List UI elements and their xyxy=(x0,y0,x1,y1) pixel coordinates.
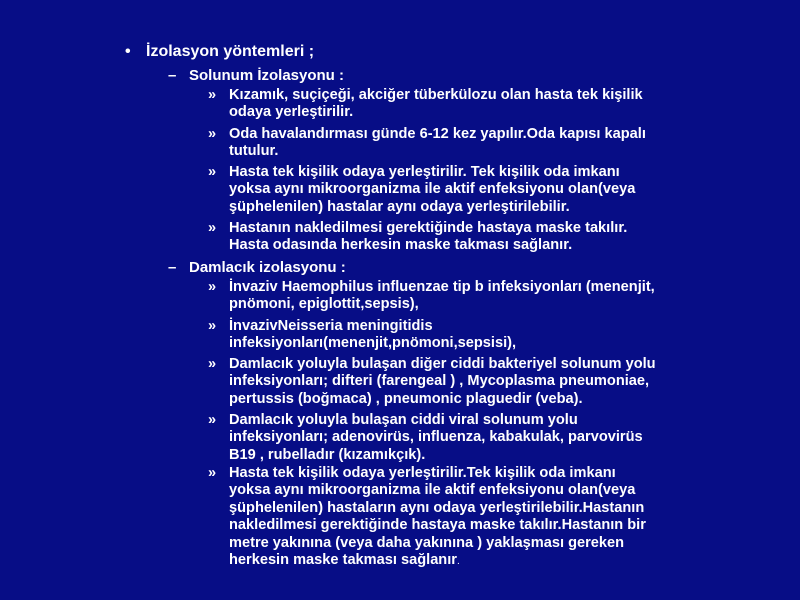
chevron-bullet-icon: » xyxy=(208,279,217,295)
trailing-period: . xyxy=(456,556,460,568)
slide-heading: İzolasyon yöntemleri ; xyxy=(146,43,315,60)
section-title: Damlacık izolasyonu : xyxy=(189,259,346,276)
chevron-bullet-icon: » xyxy=(208,356,217,372)
chevron-bullet-icon: » xyxy=(208,164,217,180)
list-item-text: Hasta tek kişilik odaya yerleştirilir. Tek kişilik oda imkanı yoksa aynı mikroorganizma ile aktif enfeksiyonu olan(veya şüphelenilen) hastalar aynı odaya yerleştirilebilir. xyxy=(229,164,636,215)
chevron-bullet-icon: » xyxy=(208,126,217,142)
list-item-text: Damlacık yoluyla bulaşan ciddi viral solunum yolu infeksiyonları; adenovirüs, influenza, kabakulak, parvovirüs B19 , rubelladır (kızamıkçık). xyxy=(229,412,643,463)
dash-bullet-icon: – xyxy=(168,67,177,84)
chevron-bullet-icon: » xyxy=(208,87,217,103)
list-item-text: İnvazivNeisseria meningitidis infeksiyonları(menenjit,pnömoni,sepsisi), xyxy=(229,318,517,352)
chevron-bullet-icon: » xyxy=(208,220,217,236)
list-item-text-body: Hasta tek kişilik odaya yerleştirilir.Tek kişilik oda imkanı yoksa aynı mikroorganizma ile aktif enfeksiyonu olan(veya şüphelenilen) hastaların aynı odaya yerleştirilebilir.Hastanın nakledilmesi gerektiğinde hastaya maske takılır.Hastanın bir metre yakınına (veya daha yakınına ) yaklaşması gereken herkesin maske takması sağlanır xyxy=(229,465,646,569)
list-item-text: Oda havalandırması günde 6-12 kez yapılır.Oda kapısı kapalı tutulur. xyxy=(229,126,646,160)
list-item-text: Damlacık yoluyla bulaşan diğer ciddi bakteriyel solunum yolu infeksiyonları; difteri (farengeal ) , Mycoplasma pneumoniae, pertussis (boğmaca) , pneumonic plaguedir (veba). xyxy=(229,356,656,407)
dash-bullet-icon: – xyxy=(168,259,177,276)
section-title: Solunum İzolasyonu : xyxy=(189,67,345,84)
chevron-bullet-icon: » xyxy=(208,465,217,481)
chevron-bullet-icon: » xyxy=(208,318,217,334)
bullet-dot-icon: • xyxy=(125,43,131,60)
list-item-text: Kızamık, suçiçeği, akciğer tüberkülozu olan hasta tek kişilik odaya yerleştirilir. xyxy=(229,87,643,121)
list-item-text xyxy=(229,465,774,570)
chevron-bullet-icon: » xyxy=(208,412,217,428)
list-item-text: İnvaziv Haemophilus influenzae tip b infeksiyonları (menenjit, pnömoni, epiglottit,sepsis), xyxy=(229,279,655,313)
list-item-text: Hastanın nakledilmesi gerektiğinde hastaya maske takılır. Hasta odasında herkesin maske takması sağlanır. xyxy=(229,220,628,254)
